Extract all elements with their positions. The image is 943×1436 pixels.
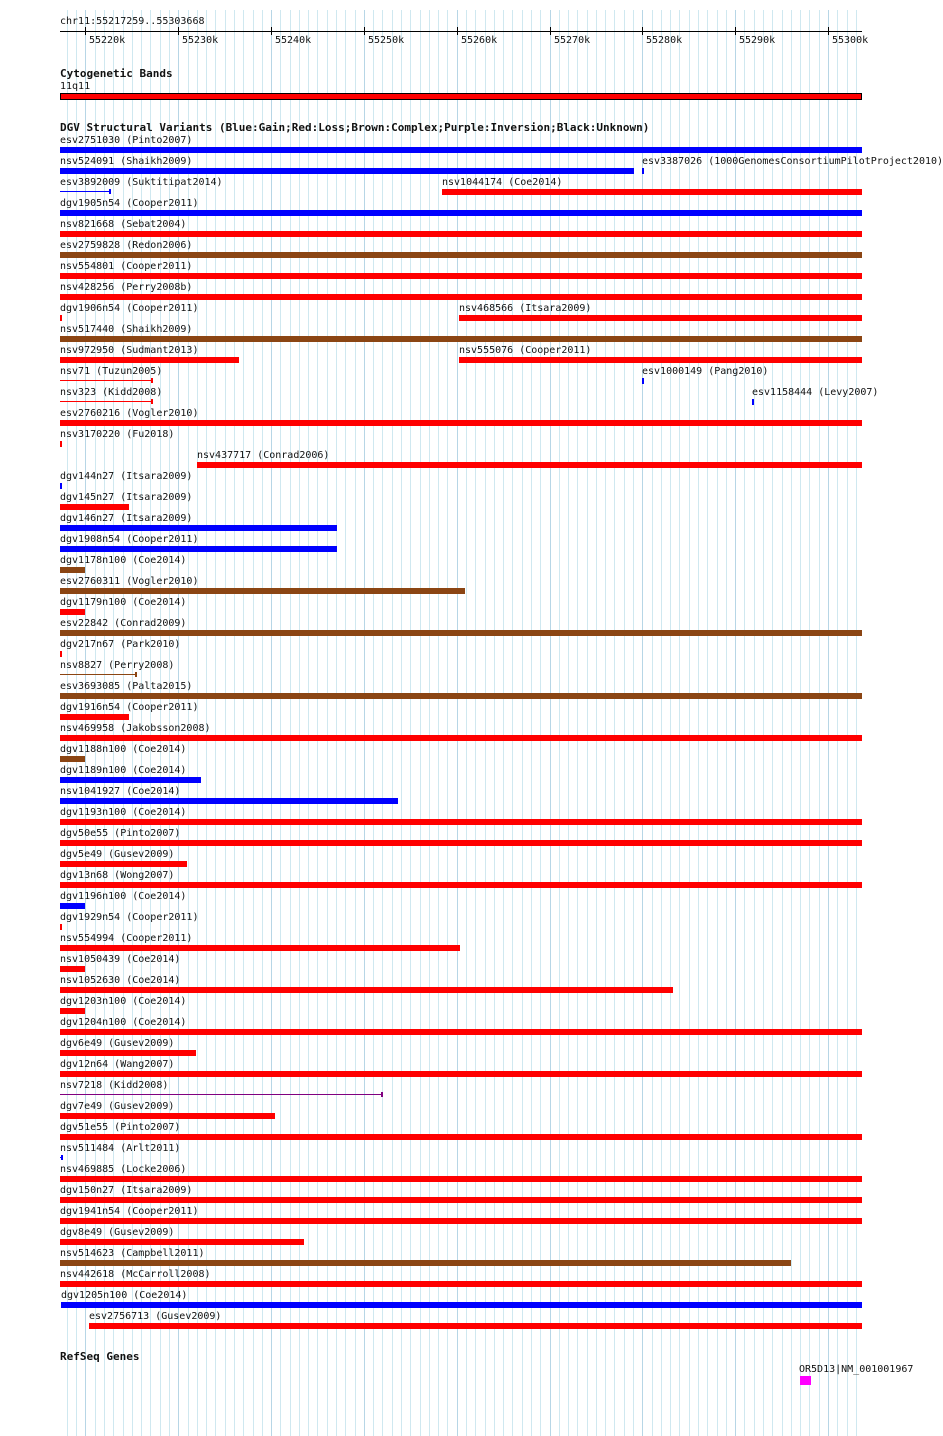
variant-bar[interactable] xyxy=(60,1029,862,1035)
variant-label[interactable]: nsv8827 (Perry2008) xyxy=(60,660,175,671)
variant-label[interactable]: dgv1204n100 (Coe2014) xyxy=(60,1017,187,1028)
variant-bar[interactable] xyxy=(89,1323,862,1329)
variant-label[interactable]: esv2760216 (Vogler2010) xyxy=(60,408,199,419)
ruler-tick-label: 55220k xyxy=(89,35,126,46)
variant-bar[interactable] xyxy=(60,441,62,447)
variant-bar[interactable] xyxy=(60,1134,862,1140)
ruler-tick-label: 55230k xyxy=(182,35,219,46)
variant-bar[interactable] xyxy=(60,546,337,552)
variant-bar[interactable] xyxy=(60,1008,85,1014)
variant-label[interactable]: nsv972950 (Sudmant2013) xyxy=(60,345,199,356)
variant-bar[interactable] xyxy=(60,966,85,972)
variant-bar[interactable] xyxy=(60,1071,862,1077)
variant-label[interactable]: dgv144n27 (Itsara2009) xyxy=(60,471,193,482)
gene-bar[interactable] xyxy=(800,1376,811,1385)
variant-bar[interactable] xyxy=(60,357,239,363)
variant-bar[interactable] xyxy=(60,924,62,930)
variant-bar[interactable] xyxy=(60,861,187,867)
variant-label[interactable]: nsv442618 (McCarroll2008) xyxy=(60,1269,211,1280)
variant-bar[interactable] xyxy=(60,903,85,909)
cytoband-label[interactable]: 11q11 xyxy=(60,81,91,92)
variant-bar[interactable] xyxy=(60,336,862,342)
variant-label[interactable]: esv3693085 (Palta2015) xyxy=(60,681,193,692)
variant-bar[interactable] xyxy=(60,674,136,675)
ruler-tick-label: 55300k xyxy=(832,35,869,46)
variant-label[interactable]: nsv71 (Tuzun2005) xyxy=(60,366,163,377)
variant-label[interactable]: dgv1189n100 (Coe2014) xyxy=(60,765,187,776)
ruler-tick xyxy=(85,27,86,35)
variant-bar[interactable] xyxy=(60,1239,304,1245)
variant-bar[interactable] xyxy=(60,483,62,489)
variant-label[interactable]: nsv555076 (Cooper2011) xyxy=(459,345,592,356)
gene-label[interactable]: OR5D13|NM_001001967 xyxy=(799,1364,914,1375)
variant-bar-end xyxy=(135,672,137,677)
variant-label[interactable]: dgv217n67 (Park2010) xyxy=(60,639,181,650)
ruler-tick-label: 55280k xyxy=(646,35,683,46)
ruler-tick-label: 55270k xyxy=(554,35,591,46)
variant-label[interactable]: dgv1906n54 (Cooper2011) xyxy=(60,303,199,314)
ruler-tick xyxy=(457,27,458,35)
variant-bar[interactable] xyxy=(60,735,862,741)
variant-label[interactable]: dgv1905n54 (Cooper2011) xyxy=(60,198,199,209)
variant-bar[interactable] xyxy=(459,315,862,321)
variant-bar[interactable] xyxy=(60,945,460,951)
variant-label[interactable]: nsv7218 (Kidd2008) xyxy=(60,1080,169,1091)
variant-bar[interactable] xyxy=(642,378,644,384)
variant-label[interactable]: nsv1052630 (Coe2014) xyxy=(60,975,181,986)
variant-label[interactable]: esv1000149 (Pang2010) xyxy=(642,366,769,377)
variant-label[interactable]: dgv1941n54 (Cooper2011) xyxy=(60,1206,199,1217)
variant-bar[interactable] xyxy=(60,798,398,804)
variant-bar[interactable] xyxy=(60,1050,196,1056)
variant-bar[interactable] xyxy=(60,630,862,636)
variant-label[interactable]: dgv12n64 (Wang2007) xyxy=(60,1059,175,1070)
variant-label[interactable]: nsv428256 (Perry2008b) xyxy=(60,282,193,293)
ruler-tick xyxy=(828,27,829,35)
variant-bar[interactable] xyxy=(60,420,862,426)
variant-bar-end xyxy=(109,189,111,194)
ruler-title: chr11:55217259..55303668 xyxy=(60,16,205,27)
variant-label[interactable]: esv2756713 (Gusev2009) xyxy=(89,1311,222,1322)
variant-label[interactable]: dgv1916n54 (Cooper2011) xyxy=(60,702,199,713)
variant-bar[interactable] xyxy=(60,1197,862,1203)
ruler-axis xyxy=(60,31,862,32)
variant-label[interactable]: esv2760311 (Vogler2010) xyxy=(60,576,199,587)
variant-label[interactable]: esv3387026 (1000GenomesConsortiumPilotProject2010) xyxy=(642,156,943,167)
variant-label[interactable]: esv3892009 (Suktitipat2014) xyxy=(60,177,223,188)
variant-bar[interactable] xyxy=(60,1176,862,1182)
variant-bar[interactable] xyxy=(60,504,129,510)
variant-bar[interactable] xyxy=(60,210,862,216)
variant-label[interactable]: nsv554801 (Cooper2011) xyxy=(60,261,193,272)
variant-bar[interactable] xyxy=(60,819,862,825)
variant-label[interactable]: nsv517440 (Shaikh2009) xyxy=(60,324,193,335)
variant-bar[interactable] xyxy=(60,191,110,192)
variant-bar[interactable] xyxy=(60,380,152,381)
variant-bar[interactable] xyxy=(642,168,644,174)
variant-label[interactable]: nsv437717 (Conrad2006) xyxy=(197,450,330,461)
variant-label[interactable]: nsv3170220 (Fu2018) xyxy=(60,429,175,440)
variant-label[interactable]: dgv1196n100 (Coe2014) xyxy=(60,891,187,902)
variant-label[interactable]: nsv323 (Kidd2008) xyxy=(60,387,163,398)
variant-label[interactable]: dgv150n27 (Itsara2009) xyxy=(60,1185,193,1196)
variant-label[interactable]: esv2759828 (Redon2006) xyxy=(60,240,193,251)
variant-bar[interactable] xyxy=(197,462,862,468)
variant-bar[interactable] xyxy=(60,882,862,888)
variant-bar[interactable] xyxy=(60,1260,791,1266)
variant-bar[interactable] xyxy=(60,401,152,402)
variant-bar[interactable] xyxy=(60,651,62,657)
variant-bar[interactable] xyxy=(60,588,465,594)
variant-label[interactable]: dgv1193n100 (Coe2014) xyxy=(60,807,187,818)
variant-bar[interactable] xyxy=(60,756,85,762)
variant-label[interactable]: dgv146n27 (Itsara2009) xyxy=(60,513,193,524)
ruler-tick xyxy=(642,27,643,35)
variant-label[interactable]: dgv1179n100 (Coe2014) xyxy=(60,597,187,608)
variant-bar-end xyxy=(151,399,153,404)
ruler-tick xyxy=(550,27,551,35)
variant-bar[interactable] xyxy=(60,609,85,615)
ruler-tick-label: 55260k xyxy=(461,35,498,46)
refseq-track-title: RefSeq Genes xyxy=(60,1350,140,1363)
ruler-tick xyxy=(271,27,272,35)
variant-bar[interactable] xyxy=(60,987,673,993)
variant-label[interactable]: dgv1929n54 (Cooper2011) xyxy=(60,912,199,923)
ruler-tick-label: 55240k xyxy=(275,35,312,46)
cytoband-track-title: Cytogenetic Bands xyxy=(60,67,173,80)
ruler-tick xyxy=(735,27,736,35)
variant-label[interactable]: nsv514623 (Campbell2011) xyxy=(60,1248,205,1259)
variant-label[interactable]: dgv1178n100 (Coe2014) xyxy=(60,555,187,566)
variant-bar-end xyxy=(381,1092,383,1097)
variant-bar[interactable] xyxy=(60,294,862,300)
variant-bar[interactable] xyxy=(60,714,129,720)
variant-label[interactable]: dgv50e55 (Pinto2007) xyxy=(60,828,181,839)
variant-label[interactable]: dgv8e49 (Gusev2009) xyxy=(60,1227,175,1238)
ruler-tick xyxy=(178,27,179,35)
variant-bar[interactable] xyxy=(442,189,862,195)
variant-bar[interactable] xyxy=(60,1094,382,1095)
variant-bar[interactable] xyxy=(60,1281,862,1287)
variant-bar[interactable] xyxy=(60,693,862,699)
variant-label[interactable]: nsv469958 (Jakobsson2008) xyxy=(60,723,211,734)
variant-label[interactable]: nsv1044174 (Coe2014) xyxy=(442,177,563,188)
variant-bar[interactable] xyxy=(60,567,85,573)
ruler-tick-label: 55250k xyxy=(368,35,405,46)
variant-label[interactable]: dgv1908n54 (Cooper2011) xyxy=(60,534,199,545)
variant-label[interactable]: nsv821668 (Sebat2004) xyxy=(60,219,187,230)
variant-label[interactable]: dgv1203n100 (Coe2014) xyxy=(60,996,187,1007)
variant-label[interactable]: nsv554994 (Cooper2011) xyxy=(60,933,193,944)
variant-bar[interactable] xyxy=(60,252,862,258)
variant-label[interactable]: nsv524091 (Shaikh2009) xyxy=(60,156,193,167)
ruler-tick-label: 55290k xyxy=(739,35,776,46)
variant-label[interactable]: dgv13n68 (Wong2007) xyxy=(60,870,175,881)
variant-label[interactable]: dgv6e49 (Gusev2009) xyxy=(60,1038,175,1049)
variant-label[interactable]: nsv511484 (Arlt2011) xyxy=(60,1143,181,1154)
variant-bar[interactable] xyxy=(60,315,62,321)
variant-label[interactable]: dgv51e55 (Pinto2007) xyxy=(60,1122,181,1133)
variant-bar-end xyxy=(61,1155,63,1160)
variant-label[interactable]: nsv468566 (Itsara2009) xyxy=(459,303,592,314)
variant-label[interactable]: esv1158444 (Levy2007) xyxy=(752,387,879,398)
variant-label[interactable]: dgv1205n100 (Coe2014) xyxy=(61,1290,188,1301)
variant-label[interactable]: nsv1041927 (Coe2014) xyxy=(60,786,181,797)
variant-bar[interactable] xyxy=(60,777,201,783)
ruler-tick xyxy=(364,27,365,35)
dgv-track-title: DGV Structural Variants (Blue:Gain;Red:Loss;Brown:Complex;Purple:Inversion;Black:Unknown) xyxy=(60,121,650,134)
variant-label[interactable]: nsv469885 (Locke2006) xyxy=(60,1164,187,1175)
variant-label[interactable]: esv22842 (Conrad2009) xyxy=(60,618,187,629)
variant-label[interactable]: esv2751030 (Pinto2007) xyxy=(60,135,193,146)
variant-bar-end xyxy=(151,378,153,383)
variant-label[interactable]: nsv1050439 (Coe2014) xyxy=(60,954,181,965)
variant-label[interactable]: dgv7e49 (Gusev2009) xyxy=(60,1101,175,1112)
cytoband-bar[interactable] xyxy=(60,93,862,100)
variant-bar[interactable] xyxy=(60,525,337,531)
variant-bar[interactable] xyxy=(60,168,634,174)
variant-bar[interactable] xyxy=(752,399,754,405)
variant-bar[interactable] xyxy=(60,1218,862,1224)
variant-bar[interactable] xyxy=(60,273,862,279)
variant-label[interactable]: dgv1188n100 (Coe2014) xyxy=(60,744,187,755)
variant-bar[interactable] xyxy=(61,1302,862,1308)
variant-label[interactable]: dgv5e49 (Gusev2009) xyxy=(60,849,175,860)
variant-label[interactable]: dgv145n27 (Itsara2009) xyxy=(60,492,193,503)
variant-bar[interactable] xyxy=(60,1113,275,1119)
variant-bar[interactable] xyxy=(60,147,862,153)
variant-bar[interactable] xyxy=(60,231,862,237)
variant-bar[interactable] xyxy=(60,840,862,846)
variant-bar[interactable] xyxy=(459,357,862,363)
